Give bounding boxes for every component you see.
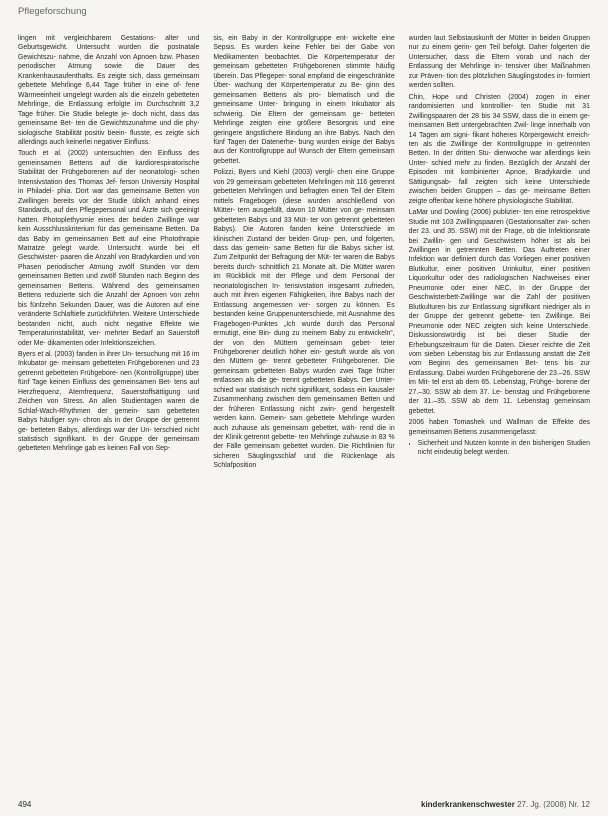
paragraph: sis, ein Baby in der Kontrollgruppe ent- wickelte eine Sepsis. Es wurden keine Fehler bei der Gabe von Medikamenten beobachtet. Die Körpertemperatur der gemeinsam gebetteten Frühgeborenen stimmte häufig überein. Das Pflegeper- sonal empfand die eingeschränkte Über- wachung der Körpertemperatur zu Be- ginn des gemeinsamen Bettens als pro- blematisch und die gemeinsame Unter- bringung in einem Inkubator als schwierig. Die Eltern der gemeinsam ge- betteten Mehrlinge zeigten eine größere Besorgnis und eine geringere ängstlichere Bindung an ihre Babys. Nach den fünf Tagen der Datenerhe- bung wurden einige der Babys aus der Kontrollgruppe auf Wunsch der Eltern gemeinsam gebettet. [213, 35, 395, 165]
paragraph: Polizzi, Byers und Kiehl (2003) vergli- chen eine Gruppe von 29 gemeinsam gebetteten Mehrlingen mit 116 getrennt gebetteten Mehrlingen und befragten einen Teil der Eltern mittels Fragebogen (diese wurden anschließend von Mütter- tern ausgefüllt, davon 10 Mütter von ge- meinsam gebetteten Babys und 33 Müt- ter von getrennt gebetteten Babys). Die Autoren fanden keine Unterschiede im klinischen Zustand der beiden Grup- pen, und folgerten, dass das gemein- same Betten für die Babys sicher ist. Zum Zeitpunkt der Befragung der Müt- ter waren die Babys bereits durch- schnittlich 21 Monate alt. Die Mütter waren im Rückblick mit der Pflege und dem Personal der neonatologischen In- tensivstation insgesamt zufrieden, auch mit ihren eigenen Fähigkeiten, ihre Babys nach der Entlassung angemessen ver- sorgen zu können. Es bestanden keine Gruppenunterschiede, mit Ausnahme des Fragebogen-Punktes „Ich wurde durch das Personal ermutigt, eine Bin- dung zu meinem Baby zu entwickeln“, der von den Müttern gemeinsam gebet- teter Frühgeborener deutlich höher ein- gestuft wurde als von den Müttern ge- trennt gebetteter Frühgeborener. Die gemeinsam gebetteten Babys wurden zwei Tage früher entlassen als die ge- trennt gebetteten Babys. Der Unter- schied war statistisch nicht signifikant, sodass ein kausaler Zusammenhang zwischen dem gemeinsamen Betten und der früheren Entlassung nicht zwin- gend hergestellt werden kann. Gemein- sam gebettete Mehrlinge wurden auch zuhause als gemeinsam gebettet, wäh- rend die in der Klinik getrennt gebette- ten Mehrlinge zuhause in 83 % der Fälle gemeinsam gebettet wurden. Die Richtlinien für sicheren Säuglingsschlaf und die Rückenlage als Schlafposition [213, 169, 395, 470]
column-2 [213, 34, 394, 786]
paragraph: LaMar und Dowling (2006) publizier- ten eine retrospektive Studie mit 103 Zwillingspaaren (Gestationsalter zwi- schen der 23. und 35. SSW) mit der Frage, ob die Infektionsrate bei Zwillin- gen und Geschwistern höher ist als bei Zwillingen in getrennten Betten. Das Auftreten einer Infektion war definiert durch das Vorliegen einer positiven Blutkultur, einer positiven Urinkultur, einer positiven Liquorkultur oder des radiologischen Nachweises einer Pneumonie oder einer NEC. In der Gruppe der Geschwisterbett-Zwillinge war die Zahl der positiven Blutkulturen bis zur Entlassung signifikant niedriger als in der Gruppe der getrennt gebette- ten Zwillinge. Bei Pneumonie oder NEC zeigten sich keine Unterschiede. Diskussionswürdig ist bei dieser Studie der Erhebungszeitraum für die Daten. Dieser reichte die Zeit vom sieben Lebenstag bis zur Entlassung anstatt die Zeit vom Beginn des gemeinsamen Bet- tens bis zur Entlassung. Dabei wurden Frühgeborene der 23.–26. SSW im Mit- tel erst ab dem 65. Lebenstag, Frühge- borene der 27.–30. SSW ab dem 37. Le- benstag und Frühgeborene der 31.–35. SSW ab dem 11. Lebenstag gemeinsam gebettet. [408, 209, 590, 415]
paragraph: Touch et al. (2002) untersuchten den Einfluss des gemeinsamen Bettens auf die kardiorespiratorische Stabilität der Frühgeborenen auf der neonatologi- schen Intensivstation des Thomas Jef- ferson University Hospital in Philadel- phia. Dort war das gemeinsame Betten von Zwillingen bereits vor der Studie üblich anhand eines Standards, auf den Pflegepersonal und Ärzte sich geeinigt hatten. Photoplethysmie eines der beiden Zwillinge war kein Ausschlusskriterium für das gemeinsame Betten. Da das Baby im gemeinsamen Bett auf eine Photothrapie Matratze gelegt wurde. Untersucht wurde bei elf Geschwister- paaren die Anzahl von Bradykardien und von Phasen periodischer Atmung zwölf Stunden vor dem gemeinsamen Betten und zwölf Stunden nach Beginn des gemeinsamen Bettens. Während des gemeinsamen Bettens reduzierte sich die Anzahl der Apnoen von zehn bis fünfzehn Sekunden Dauer, was die Autoren auf eine veränderte Schlaftiefe zurückführten. Weitere Unterschiede bestanden nicht, auch nicht negative Effekte wie Temperaturinstabilität, ver- mehrter Bedarf an Sauerstoff oder Me- dikamenten oder Infektionszeichen. [18, 150, 200, 347]
text-columns [18, 34, 590, 786]
paragraph: lingen mit vergleichbarem Gestations- alter und Geburtsgewicht. Untersucht wurden die postnatale Gewichtszu- nahme, die Anzahl von Apnoen bzw. Phasen periodischer Atmung sowie die Dauer des Krankenhausaufenthalts. Es zeigte sich, dass gemeinsam gebettete Mehrlinge 6,44 Tage früher in eine of- fene Wärmeeinheit umgelegt wurden als die einzeln gebetteten Mehrlinge, die Entlassung erfolgte im Durchschnitt 3,2 Tage früher. Die Studie belegte je- doch nicht, dass das gemeinsame Bet- ten die Gewichtszunahme und die phy- siologische Stabilität positiv beein- flusste, es zeigte sich allerdings auch keinerlei negativer Einfluss. [18, 35, 200, 146]
page-footer [18, 800, 590, 809]
paragraph: Byers et al. (2003) fanden in ihrer Un- tersuchung mit 16 im Inkubator ge- meinsam gebetteten Frühgeborenen und 23 getrennt gebetteten Frühgebore- nen (Kontrollgruppe) über fünf Tage keinen Einfluss des gemeinsamen Bet- tens auf Herzfrequenz, Atemfrequenz, Sauerstoffsättigung und Zeichen von Stress. An allen Studientagen waren die Schlaf-Wach-Rhythmen der gemein- sam gebetteten Babys häufiger syn- chron als in der Gruppe der getrennt ge- betteten Babys, allerdings war der Un- terschied nicht statistisch signifikant. In der Gruppe der gemeinsam gebetteten Mehrlinge gab es keinen Fall von Sep- [18, 350, 200, 453]
list-item: • Sicherheit und Nutzen konnte in den bisherigen Studien nicht eindeutig belegt werden. [418, 439, 590, 458]
bullet-list [409, 439, 590, 458]
paragraph: wurden laut Selbstauskunft der Mütter in beiden Gruppen nur zu einem gerin- gen Teil befolgt. Daher folgerten die Untersucher, dass die Eltern vorab und nach der Entlassung der Mehrlinge in- tensiver über Maßnahmen zur Präven- tion des plötzlichen Säuglingstodes in- formiert werden sollten. [408, 35, 590, 90]
paragraph: 2006 haben Tomashek und Wallman die Effekte des gemeinsamen Bettens zusammengefasst: [408, 419, 590, 436]
issue-info: 27. Jg. (2008) Nr. 12 [517, 800, 590, 809]
paragraph: Chin, Hope und Christen (2004) zogen in einer randomisierten und kontrollier- ten Studie mit 31 Zwillingspaaren der 28 bis 34 SSW, dass die in einem ge- meinsamen Bett untergebrachten Zwil- linge innerhalb von 14 Tagen am signi- fikant höheres Körpergewicht erreich- ten als die Zwillinge der Kontrollgruppe in getrennten Betten. In der dritten Stu- dienwoche war allerdings kein Unter- schied mehr zu finden. Bezüglich der Anzahl der Episoden mit kombinierter Apnoe, Bradykardie und Sättigungsab- fall zeigten sich keine Unterschiede zwischen beiden Gruppen – das ge- meinsame Betten zeigte offenbar keine höhere physiologische Stabilität. [408, 93, 590, 205]
journal-info [421, 800, 590, 809]
column-1 [18, 34, 199, 786]
column-3 [409, 34, 590, 786]
journal-name: kinderkrankenschwester [421, 800, 515, 809]
running-header: Pflegeforschung [18, 6, 87, 17]
page-number: 494 [18, 800, 32, 809]
